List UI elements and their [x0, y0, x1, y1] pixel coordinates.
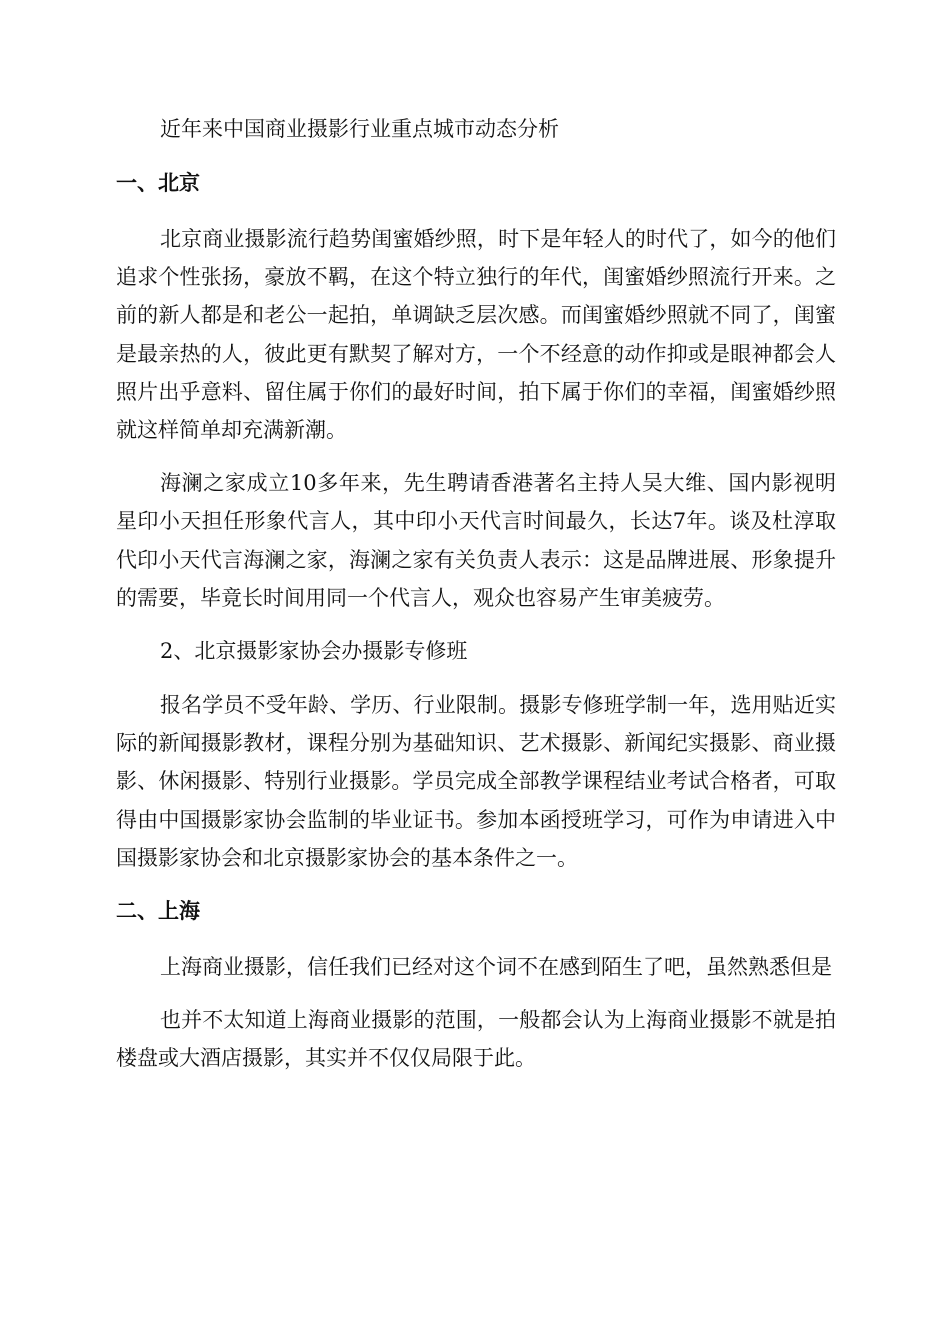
document-title: 近年来中国商业摄影行业重点城市动态分析 — [160, 117, 559, 141]
section-heading: 一、北京 — [116, 171, 200, 195]
section-beijing — [116, 164, 836, 877]
paragraph: 北京商业摄影流行趋势闺蜜婚纱照，时下是年轻人的时代了，如今的他们追求个性张扬，豪放不羁，在这个特立独行的年代，闺蜜婚纱照流行开来。之前的新人都是和老公一起拍，单调缺乏层次感。而闺蜜婚纱照就不同了，闺蜜是最亲热的人，彼此更有默契了解对方，一个不经意的动作抑或是眼神都会人照片出乎意料、留住属于你们的最好时间，拍下属于你们的幸福，闺蜜婚纱照就这样简单却充满新潮。 — [116, 227, 836, 443]
document-body — [116, 110, 836, 1093]
subsection-heading: 2、北京摄影家协会办摄影专修班 — [160, 639, 468, 664]
paragraph: 上海商业摄影，信任我们已经对这个词不在感到陌生了吧，虽然熟悉但是 — [160, 955, 832, 980]
section-heading: 二、上海 — [116, 899, 200, 924]
section-shanghai — [116, 892, 836, 1078]
paragraph: 海澜之家成立10多年来，先生聘请香港著名主持人吴大维、国内影视明星印小天担任形象代言人，其中印小天代言时间最久，长达7年。谈及杜淳取代印小天代言海澜之家，海澜之家有关负责人表示：这是品牌进展、形象提升的需要，毕竟长时间用同一个代言人，观众也容易产生审美疲劳。 — [116, 471, 836, 610]
paragraph: 也并不太知道上海商业摄影的范围，一般都会认为上海商业摄影不就是拍楼盘或大酒店摄影，其实并不仅仅局限于此。 — [116, 1008, 836, 1071]
paragraph: 报名学员不受年龄、学历、行业限制。摄影专修班学制一年，选用贴近实际的新闻摄影教材，课程分别为基础知识、艺术摄影、新闻纪实摄影、商业摄影、休闲摄影、特别行业摄影。学员完成全部教学课程结业考试合格者，可取得由中国摄影家协会监制的毕业证书。参加本函授班学习，可作为申请进入中国摄影家协会和北京摄影家协会的基本条件之一。 — [116, 693, 836, 870]
